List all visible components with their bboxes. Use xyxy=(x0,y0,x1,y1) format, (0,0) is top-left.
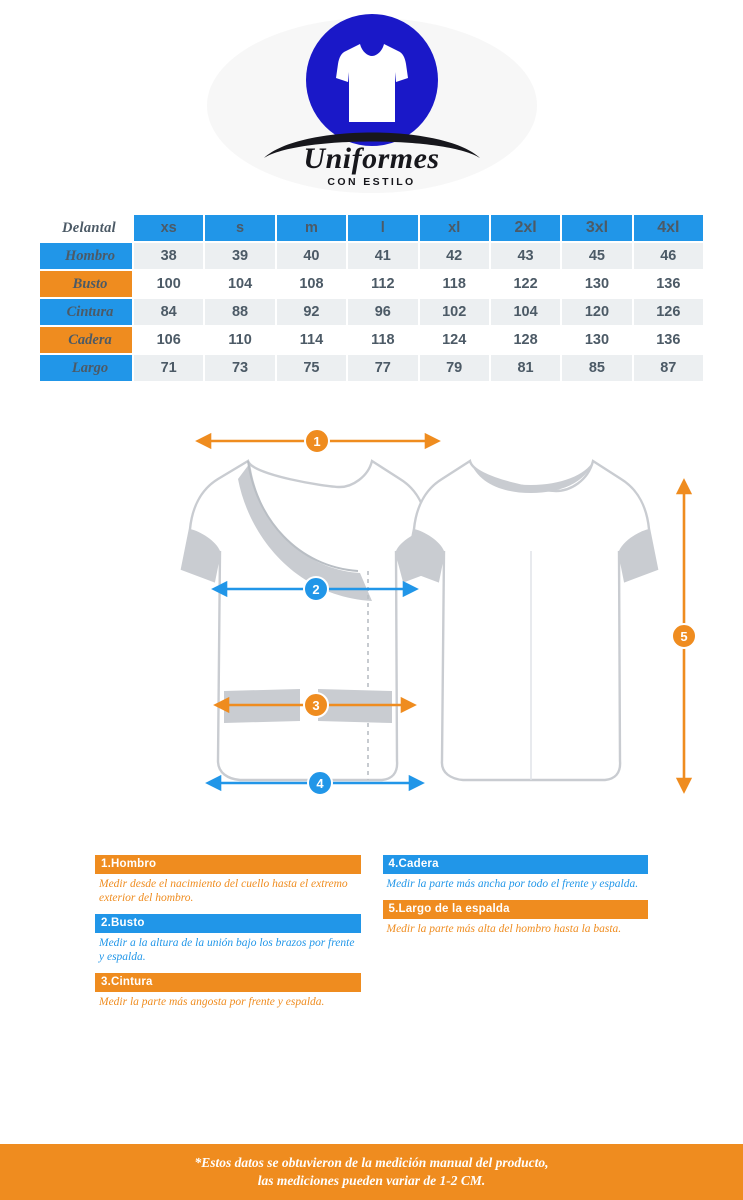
cell-cadera-m: 114 xyxy=(277,327,346,353)
cell-cadera-4xl: 136 xyxy=(634,327,703,353)
legend-item-busto xyxy=(95,914,361,964)
row-label-cintura: Cintura xyxy=(40,299,132,325)
size-table-wrapper xyxy=(0,205,743,383)
cell-busto-xl: 118 xyxy=(420,271,489,297)
footer-line-2: las mediciones pueden variar de 1-2 CM. xyxy=(257,1173,486,1188)
legend-title-largo: 5.Largo de la espalda xyxy=(383,900,649,919)
cell-largo-l: 77 xyxy=(348,355,417,381)
cell-busto-3xl: 130 xyxy=(562,271,631,297)
cell-cintura-xl: 102 xyxy=(420,299,489,325)
table-row xyxy=(40,271,703,297)
cell-cadera-s: 110 xyxy=(205,327,274,353)
measurement-diagram xyxy=(0,401,743,831)
marker-2: 2 xyxy=(303,576,329,602)
logo-header xyxy=(0,0,743,205)
cell-cintura-l: 96 xyxy=(348,299,417,325)
cell-hombro-3xl: 45 xyxy=(562,243,631,269)
row-label-hombro: Hombro xyxy=(40,243,132,269)
row-label-cadera: Cadera xyxy=(40,327,132,353)
legend-title-cintura: 3.Cintura xyxy=(95,973,361,992)
cell-cintura-m: 92 xyxy=(277,299,346,325)
cell-hombro-l: 41 xyxy=(348,243,417,269)
legend-column-right xyxy=(383,855,649,1018)
legend-text-largo: Medir la parte más alta del hombro hasta la basta. xyxy=(386,923,622,935)
size-header-m: m xyxy=(277,215,346,241)
cell-cintura-s: 88 xyxy=(205,299,274,325)
cell-largo-m: 75 xyxy=(277,355,346,381)
cell-largo-xs: 71 xyxy=(134,355,203,381)
cell-largo-xl: 79 xyxy=(420,355,489,381)
row-label-largo: Largo xyxy=(40,355,132,381)
table-row xyxy=(40,299,703,325)
footer-line-1: *Estos datos se obtuvieron de la medición manual del producto, xyxy=(194,1155,549,1170)
legend-text-cadera: Medir la parte más ancha por todo el frente y espalda. xyxy=(386,878,639,890)
cell-busto-2xl: 122 xyxy=(491,271,560,297)
legend xyxy=(0,855,743,1018)
legend-item-cintura xyxy=(95,973,361,1009)
size-header-l: l xyxy=(348,215,417,241)
table-header-row xyxy=(40,215,703,241)
footer-note xyxy=(0,1144,743,1200)
front-garment-outline xyxy=(182,461,436,780)
cell-cadera-xs: 106 xyxy=(134,327,203,353)
cell-cintura-3xl: 120 xyxy=(562,299,631,325)
legend-item-largo xyxy=(383,900,649,936)
cell-hombro-4xl: 46 xyxy=(634,243,703,269)
size-header-xl: xl xyxy=(420,215,489,241)
table-corner-label: Delantal xyxy=(40,215,132,241)
cell-hombro-m: 40 xyxy=(277,243,346,269)
cell-cintura-2xl: 104 xyxy=(491,299,560,325)
cell-busto-l: 112 xyxy=(348,271,417,297)
back-garment-outline xyxy=(406,461,657,780)
size-header-3xl: 3xl xyxy=(562,215,631,241)
legend-item-cadera xyxy=(383,855,649,891)
row-label-busto: Busto xyxy=(40,271,132,297)
legend-title-hombro: 1.Hombro xyxy=(95,855,361,874)
cell-largo-4xl: 87 xyxy=(634,355,703,381)
logo-subtitle: CON ESTILO xyxy=(327,175,416,188)
size-header-s: s xyxy=(205,215,274,241)
size-header-2xl: 2xl xyxy=(491,215,560,241)
cell-cintura-4xl: 126 xyxy=(634,299,703,325)
cell-hombro-xl: 42 xyxy=(420,243,489,269)
cell-cadera-l: 118 xyxy=(348,327,417,353)
marker-5: 5 xyxy=(671,623,697,649)
legend-text-hombro: Medir desde el nacimiento del cuello hasta el extremo exterior del hombro. xyxy=(99,878,348,904)
legend-column-left xyxy=(95,855,361,1018)
marker-1: 1 xyxy=(304,428,330,454)
cell-cintura-xs: 84 xyxy=(134,299,203,325)
tshirt-icon xyxy=(336,42,408,124)
table-row xyxy=(40,327,703,353)
garment-illustration xyxy=(0,401,743,831)
size-table xyxy=(38,213,705,383)
cell-largo-s: 73 xyxy=(205,355,274,381)
size-header-xs: xs xyxy=(134,215,203,241)
cell-hombro-2xl: 43 xyxy=(491,243,560,269)
marker-4: 4 xyxy=(307,770,333,796)
cell-busto-4xl: 136 xyxy=(634,271,703,297)
cell-cadera-xl: 124 xyxy=(420,327,489,353)
cell-busto-m: 108 xyxy=(277,271,346,297)
cell-largo-3xl: 85 xyxy=(562,355,631,381)
marker-3: 3 xyxy=(303,692,329,718)
brand-logo xyxy=(252,14,492,192)
cell-hombro-xs: 38 xyxy=(134,243,203,269)
legend-title-cadera: 4.Cadera xyxy=(383,855,649,874)
table-row xyxy=(40,243,703,269)
legend-title-busto: 2.Busto xyxy=(95,914,361,933)
cell-busto-xs: 100 xyxy=(134,271,203,297)
size-header-4xl: 4xl xyxy=(634,215,703,241)
logo-name: Uniformes xyxy=(303,141,440,175)
cell-largo-2xl: 81 xyxy=(491,355,560,381)
cell-hombro-s: 39 xyxy=(205,243,274,269)
legend-text-busto: Medir a la altura de la unión bajo los brazos por frente y espalda. xyxy=(99,937,355,963)
table-row xyxy=(40,355,703,381)
legend-text-cintura: Medir la parte más angosta por frente y espalda. xyxy=(99,996,325,1008)
cell-busto-s: 104 xyxy=(205,271,274,297)
cell-cadera-3xl: 130 xyxy=(562,327,631,353)
legend-item-hombro xyxy=(95,855,361,905)
cell-cadera-2xl: 128 xyxy=(491,327,560,353)
